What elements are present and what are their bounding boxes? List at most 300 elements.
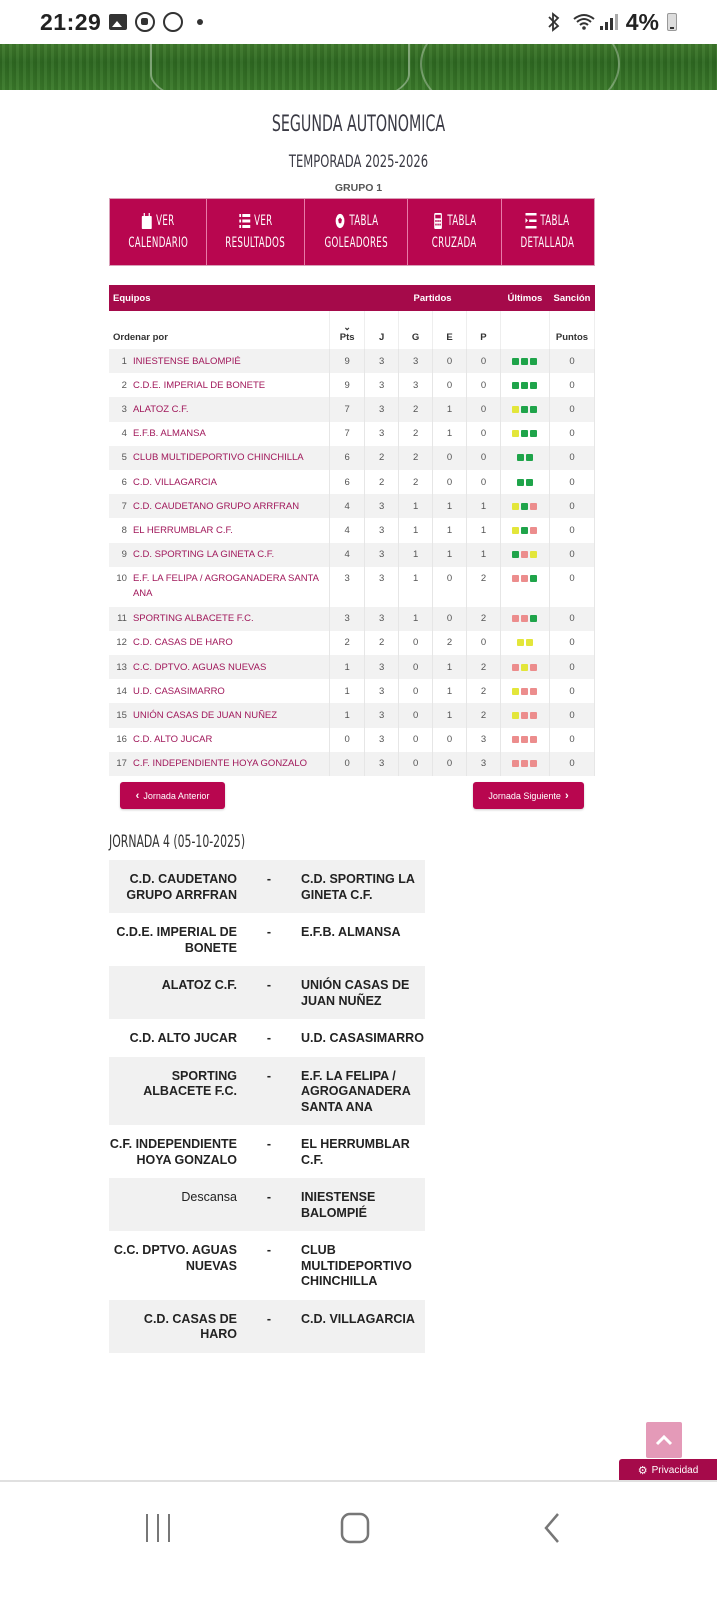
drawn-cell: 0 [433, 607, 467, 631]
fixture-row [109, 966, 425, 1019]
chevron-right-icon: › [564, 789, 569, 802]
played-cell: 3 [365, 422, 399, 446]
points-cell: 1 [330, 679, 365, 703]
points-cell: 1 [330, 703, 365, 727]
position-cell: 5 [109, 446, 131, 470]
col-p[interactable]: P [467, 311, 501, 349]
last-results [500, 679, 549, 703]
result-badge-win [530, 358, 537, 365]
table-row [109, 446, 595, 470]
position-cell: 10 [109, 567, 131, 607]
won-cell: 1 [399, 567, 433, 607]
last-results [500, 543, 549, 567]
lost-cell: 1 [467, 543, 501, 567]
result-badge-loss [512, 664, 519, 671]
table-row [109, 567, 595, 607]
won-cell: 0 [399, 679, 433, 703]
more-dot-icon [197, 19, 203, 25]
gallery-icon [109, 14, 127, 30]
won-cell: 1 [399, 494, 433, 518]
last-results [500, 446, 549, 470]
sanction-cell: 0 [549, 567, 594, 607]
result-badge-loss [521, 688, 528, 695]
drawn-cell: 1 [433, 679, 467, 703]
col-g[interactable]: G [399, 311, 433, 349]
result-badge-draw [512, 406, 519, 413]
table-row [109, 607, 595, 631]
drawn-cell: 1 [433, 518, 467, 542]
team-link[interactable]: SPORTING ALBACETE F.C. [131, 607, 330, 631]
drawn-cell: 1 [433, 422, 467, 446]
played-cell: 3 [365, 655, 399, 679]
points-cell: 7 [330, 422, 365, 446]
home-team: C.D. CASAS DE HARO [143, 1311, 237, 1341]
last-results [500, 752, 549, 776]
team-link[interactable]: UNIÓN CASAS DE JUAN NUÑEZ [131, 703, 330, 727]
score-separator: - [266, 1031, 272, 1045]
sanction-cell: 0 [549, 494, 594, 518]
score-separator: - [266, 925, 272, 939]
recent-apps-button[interactable] [144, 1512, 172, 1549]
result-badge-loss [512, 575, 519, 582]
result-badge-win [512, 551, 519, 558]
played-cell: 3 [365, 679, 399, 703]
football-icon [334, 213, 345, 229]
last-results [500, 728, 549, 752]
played-cell: 3 [365, 349, 399, 373]
team-link[interactable]: INIESTENSE BALOMPIÉ [131, 349, 330, 373]
played-cell: 3 [365, 397, 399, 421]
away-team: INIESTENSE BALOMPIÉ [301, 1190, 376, 1220]
result-badge-draw [512, 688, 519, 695]
home-team: C.C. DPTVO. AGUAS NUEVAS [113, 1243, 237, 1273]
won-cell: 0 [399, 752, 433, 776]
team-link[interactable]: C.D. VILLAGARCIA [131, 470, 330, 494]
sanction-cell: 0 [549, 752, 594, 776]
sanction-cell: 0 [549, 543, 594, 567]
lost-cell: 0 [467, 397, 501, 421]
position-cell: 1 [109, 349, 131, 373]
won-cell: 1 [399, 607, 433, 631]
position-cell: 8 [109, 518, 131, 542]
result-badge-loss [530, 664, 537, 671]
fixture-row [109, 1057, 425, 1126]
score-separator: - [266, 978, 272, 992]
lost-cell: 0 [467, 373, 501, 397]
table-row [109, 373, 595, 397]
tabla-goleadores-button[interactable]: TABLA GOLEADORES [305, 199, 408, 265]
result-badge-win [517, 454, 524, 461]
fixture-row [109, 1178, 425, 1231]
home-team: ALATOZ C.F. [161, 978, 237, 992]
season-title: TEMPORADA 2025-2026 [288, 152, 429, 172]
lost-cell: 0 [467, 470, 501, 494]
indent-list-icon [526, 213, 537, 229]
away-team: EL HERRUMBLAR C.F. [301, 1137, 410, 1167]
clock: 21:29 [40, 8, 102, 35]
drawn-cell: 1 [433, 703, 467, 727]
lost-cell: 2 [467, 655, 501, 679]
sanction-cell: 0 [549, 679, 594, 703]
whatsapp-icon [163, 12, 183, 32]
home-team: Descansa [181, 1190, 237, 1204]
lost-cell: 1 [467, 494, 501, 518]
drawn-cell: 0 [433, 567, 467, 607]
sort-pts-column[interactable]: ⌄ Pts [330, 311, 365, 349]
won-cell: 0 [399, 728, 433, 752]
home-team: C.D. ALTO JUCAR [129, 1031, 237, 1045]
score-separator: - [266, 1311, 272, 1326]
result-badge-win [530, 406, 537, 413]
result-badge-win [517, 479, 524, 486]
section-nav [109, 198, 595, 266]
won-cell: 2 [399, 422, 433, 446]
played-cell: 3 [365, 567, 399, 607]
played-cell: 3 [365, 494, 399, 518]
team-link[interactable]: C.D. ALTO JUCAR [131, 728, 330, 752]
team-link[interactable]: C.D.E. IMPERIAL DE BONETE [131, 373, 330, 397]
table-row [109, 397, 595, 421]
result-badge-win [530, 615, 537, 622]
table-row [109, 679, 595, 703]
fixture-row [109, 1019, 425, 1057]
drawn-cell: 0 [433, 349, 467, 373]
fixture-row [109, 1125, 425, 1178]
result-badge-loss [530, 760, 537, 767]
chevron-up-icon [655, 1434, 673, 1446]
team-link[interactable]: U.D. CASASIMARRO [131, 679, 330, 703]
fixture-row [109, 1300, 425, 1353]
last-results [500, 631, 549, 655]
away-team: E.F. LA FELIPA / AGROGANADERA SANTA ANA [301, 1068, 411, 1114]
back-button[interactable] [542, 1512, 562, 1549]
away-team: E.F.B. ALMANSA [301, 925, 401, 939]
home-team: C.D.E. IMPERIAL DE BONETE [116, 925, 237, 955]
battery-icon [667, 13, 677, 31]
home-button[interactable] [340, 1512, 370, 1549]
lost-cell: 1 [467, 518, 501, 542]
away-team: C.D. VILLAGARCIA [301, 1311, 415, 1326]
result-badge-win [526, 479, 533, 486]
tabla-detallada-button[interactable]: TABLA DETALLADA [520, 213, 575, 251]
result-badge-loss [530, 712, 537, 719]
score-separator: - [266, 1137, 272, 1151]
sanction-cell: 0 [549, 607, 594, 631]
played-cell: 3 [365, 373, 399, 397]
position-cell: 2 [109, 373, 131, 397]
played-cell: 3 [365, 607, 399, 631]
last-results [500, 422, 549, 446]
table-row [109, 494, 595, 518]
won-cell: 2 [399, 470, 433, 494]
table-row [109, 543, 595, 567]
played-cell: 2 [365, 631, 399, 655]
last-results [500, 494, 549, 518]
position-cell: 15 [109, 703, 131, 727]
played-cell: 3 [365, 518, 399, 542]
sanction-cell: 0 [549, 703, 594, 727]
sanction-cell: 0 [549, 446, 594, 470]
result-badge-win [521, 382, 528, 389]
last-results [500, 397, 549, 421]
result-badge-draw [512, 430, 519, 437]
previous-jornada-button[interactable]: ‹ Jornada Anterior [120, 782, 225, 809]
played-cell: 3 [365, 703, 399, 727]
result-badge-win [521, 527, 528, 534]
group-label: GRUPO 1 [334, 182, 383, 194]
sanction-cell: 0 [549, 631, 594, 655]
played-cell: 3 [365, 728, 399, 752]
result-badge-loss [521, 736, 528, 743]
team-link[interactable]: C.D. SPORTING LA GINETA C.F. [131, 543, 330, 567]
team-link[interactable]: C.C. DPTVO. AGUAS NUEVAS [131, 655, 330, 679]
table-row [109, 518, 595, 542]
result-badge-loss [530, 688, 537, 695]
result-badge-loss [521, 712, 528, 719]
position-cell: 17 [109, 752, 131, 776]
chevron-left-icon: ‹ [135, 789, 140, 802]
result-badge-win [521, 503, 528, 510]
bluetooth-icon [544, 12, 564, 32]
drawn-cell: 1 [433, 494, 467, 518]
score-separator: - [266, 872, 272, 886]
football-app-icon [135, 12, 155, 32]
team-link[interactable]: ALATOZ C.F. [131, 397, 330, 421]
ver-resultados-button[interactable]: VER RESULTADOS [207, 199, 304, 265]
points-cell: 7 [330, 397, 365, 421]
position-cell: 11 [109, 607, 131, 631]
col-j[interactable]: J [365, 311, 399, 349]
result-badge-win [521, 430, 528, 437]
away-team: C.D. SPORTING LA GINETA C.F. [301, 872, 415, 902]
result-badge-draw [512, 712, 519, 719]
ver-calendario-button[interactable]: VER CALENDARIO [110, 199, 207, 265]
drawn-cell: 1 [433, 543, 467, 567]
lost-cell: 0 [467, 349, 501, 373]
drawn-cell: 2 [433, 631, 467, 655]
away-team: U.D. CASASIMARRO [301, 1031, 424, 1045]
sanction-cell: 0 [549, 470, 594, 494]
table-row [109, 655, 595, 679]
points-cell: 3 [330, 607, 365, 631]
page-title: SEGUNDA AUTONOMICA [271, 112, 446, 137]
sanction-cell: 0 [549, 397, 594, 421]
last-results [500, 518, 549, 542]
team-link[interactable]: C.D. CAUDETANO GRUPO ARRFRAN [131, 494, 330, 518]
lost-cell: 2 [467, 607, 501, 631]
col-puntos: Puntos [549, 311, 594, 349]
last-results [500, 349, 549, 373]
result-badge-win [512, 358, 519, 365]
battery-percent: 4% [625, 8, 659, 35]
result-badge-loss [530, 736, 537, 743]
result-badge-loss [512, 615, 519, 622]
position-cell: 7 [109, 494, 131, 518]
result-badge-win [530, 430, 537, 437]
result-badge-loss [521, 615, 528, 622]
result-badge-loss [530, 503, 537, 510]
header-sancion: Sanción [553, 292, 591, 304]
won-cell: 0 [399, 655, 433, 679]
played-cell: 3 [365, 543, 399, 567]
header-ultimos: Últimos [507, 292, 543, 304]
tabla-cruzada-button[interactable]: TABLA CRUZADA [408, 199, 501, 265]
calendar-icon [142, 213, 153, 229]
home-team: SPORTING ALBACETE F.C. [143, 1068, 237, 1098]
points-cell: 0 [330, 752, 365, 776]
score-separator: - [266, 1243, 272, 1257]
last-results [500, 607, 549, 631]
won-cell: 1 [399, 543, 433, 567]
lost-cell: 2 [467, 703, 501, 727]
last-results [500, 567, 549, 607]
points-cell: 1 [330, 655, 365, 679]
home-team: C.F. INDEPENDIENTE HOYA GONZALO [109, 1137, 237, 1167]
points-cell: 4 [330, 494, 365, 518]
grass-banner [0, 44, 717, 90]
home-team: C.D. CAUDETANO GRUPO ARRFRAN [126, 872, 237, 902]
points-cell: 3 [330, 567, 365, 607]
score-separator: - [266, 1068, 272, 1083]
table-row [109, 752, 595, 776]
drawn-cell: 1 [433, 397, 467, 421]
table-row [109, 349, 595, 373]
won-cell: 0 [399, 631, 433, 655]
points-cell: 9 [330, 373, 365, 397]
position-cell: 13 [109, 655, 131, 679]
team-link[interactable]: C.F. INDEPENDIENTE HOYA GONZALO [131, 752, 330, 776]
won-cell: 3 [399, 373, 433, 397]
lost-cell: 0 [467, 446, 501, 470]
status-bar [0, 0, 717, 44]
played-cell: 2 [365, 446, 399, 470]
sort-by-label: Ordenar por [109, 311, 330, 349]
result-badge-draw [512, 527, 519, 534]
drawn-cell: 0 [433, 728, 467, 752]
last-results [500, 373, 549, 397]
result-badge-win [512, 382, 519, 389]
result-badge-win [530, 382, 537, 389]
result-badge-win [521, 358, 528, 365]
scroll-to-top-button[interactable] [646, 1422, 682, 1458]
result-badge-loss [512, 736, 519, 743]
points-cell: 0 [330, 728, 365, 752]
position-cell: 4 [109, 422, 131, 446]
result-badge-draw [530, 551, 537, 558]
gear-icon: ⚙ [637, 1464, 648, 1477]
fixtures-list [109, 860, 425, 1353]
system-navigation-bar [0, 1480, 717, 1600]
chevron-down-icon: ⌄ [343, 322, 351, 332]
position-cell: 12 [109, 631, 131, 655]
team-link[interactable]: CLUB MULTIDEPORTIVO CHINCHILLA [131, 446, 330, 470]
lost-cell: 2 [467, 679, 501, 703]
won-cell: 0 [399, 703, 433, 727]
list-icon [239, 213, 250, 229]
result-badge-loss [530, 527, 537, 534]
points-cell: 4 [330, 543, 365, 567]
fixture-row [109, 913, 425, 966]
table-row [109, 470, 595, 494]
calculator-icon [432, 213, 443, 229]
table-row [109, 631, 595, 655]
position-cell: 9 [109, 543, 131, 567]
table-row [109, 422, 595, 446]
drawn-cell: 0 [433, 752, 467, 776]
result-badge-loss [521, 575, 528, 582]
result-badge-loss [521, 551, 528, 558]
points-cell: 2 [330, 631, 365, 655]
team-link[interactable]: EL HERRUMBLAR C.F. [131, 518, 330, 542]
position-cell: 14 [109, 679, 131, 703]
sanction-cell: 0 [549, 728, 594, 752]
standings-subheader-row [109, 311, 595, 349]
table-row [109, 728, 595, 752]
won-cell: 3 [399, 349, 433, 373]
away-team: UNIÓN CASAS DE JUAN NUÑEZ [301, 978, 410, 1008]
lost-cell: 3 [467, 752, 501, 776]
won-cell: 2 [399, 446, 433, 470]
last-results [500, 655, 549, 679]
standings-header-row [109, 285, 595, 311]
standings-table [109, 285, 595, 776]
result-badge-draw [517, 639, 524, 646]
lost-cell: 0 [467, 422, 501, 446]
result-badge-win [526, 454, 533, 461]
fixture-row [109, 860, 425, 913]
points-cell: 9 [330, 349, 365, 373]
team-link[interactable]: E.F. LA FELIPA / AGROGANADERA SANTA ANA [131, 567, 330, 607]
played-cell: 3 [365, 752, 399, 776]
privacy-button[interactable]: ⚙ Privacidad [619, 1459, 717, 1481]
won-cell: 1 [399, 518, 433, 542]
team-link[interactable]: C.D. CASAS DE HARO [131, 631, 330, 655]
result-badge-draw [512, 503, 519, 510]
sanction-cell: 0 [549, 349, 594, 373]
lost-cell: 0 [467, 631, 501, 655]
wifi-icon [572, 12, 592, 32]
signal-icon [600, 14, 618, 30]
score-separator: - [266, 1190, 272, 1204]
drawn-cell: 0 [433, 446, 467, 470]
sanction-cell: 0 [549, 518, 594, 542]
table-row [109, 703, 595, 727]
team-link[interactable]: E.F.B. ALMANSA [131, 422, 330, 446]
col-e[interactable]: E [433, 311, 467, 349]
lost-cell: 3 [467, 728, 501, 752]
drawn-cell: 0 [433, 373, 467, 397]
result-badge-draw [521, 664, 528, 671]
next-jornada-button[interactable]: Jornada Siguiente › [473, 782, 584, 809]
result-badge-win [530, 575, 537, 582]
position-cell: 6 [109, 470, 131, 494]
away-team: CLUB MULTIDEPORTIVO CHINCHILLA [301, 1243, 412, 1288]
last-results [500, 703, 549, 727]
position-cell: 3 [109, 397, 131, 421]
won-cell: 2 [399, 397, 433, 421]
result-badge-loss [512, 760, 519, 767]
points-cell: 4 [330, 518, 365, 542]
played-cell: 2 [365, 470, 399, 494]
sanction-cell: 0 [549, 373, 594, 397]
lost-cell: 2 [467, 567, 501, 607]
sanction-cell: 0 [549, 655, 594, 679]
last-results [500, 470, 549, 494]
drawn-cell: 1 [433, 655, 467, 679]
header-partidos: Partidos [413, 292, 452, 304]
result-badge-loss [521, 760, 528, 767]
fixture-row [109, 1231, 425, 1300]
